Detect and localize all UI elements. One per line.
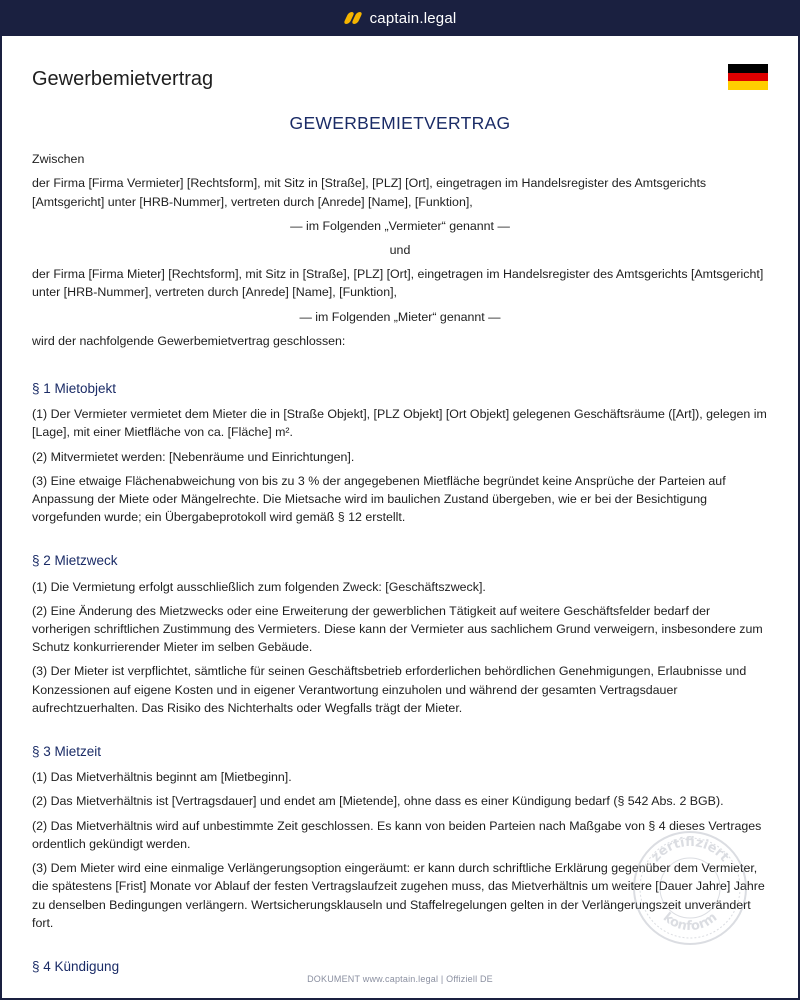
germany-flag-icon: [728, 64, 768, 90]
section-paragraph: (1) Die Vermietung erfolgt ausschließlich zum folgenden Zweck: [Geschäftszweck].: [32, 579, 486, 594]
section-paragraph: (2) Mitvermietet werden: [Nebenräume und Einrichtungen].: [32, 449, 355, 464]
intro-und: und: [389, 243, 411, 258]
intro-closing: wird der nachfolgende Gewerbemietvertrag geschlossen:: [32, 333, 346, 348]
section-paragraph: (1) Das Mietverhältnis beginnt am [Mietbeginn].: [32, 770, 292, 785]
section-paragraph: (2) Eine Änderung des Mietzwecks oder eine Erweiterung der gewerblichen Tätigkeit auf weitere Geschäftsfelder bedarf der vorherigen schriftlichen Zustimmung des Vermieters. Diese kann der Vermieter aus sachlichem Grund verweigern, insbesondere zum Schutz konkurrierender Mieter im selben Gebäude.: [32, 603, 763, 655]
svg-text:zertifiziert: zertifiziert: [648, 835, 732, 865]
section-heading: § 2 Mietzweck: [32, 553, 118, 569]
main-title: GEWERBEMIETVERTRAG: [289, 113, 511, 133]
captain-legal-logo-icon: [344, 12, 362, 24]
intro-zwischen: Zwischen: [32, 152, 85, 167]
section-paragraph: (1) Der Vermieter vermietet dem Mieter die in [Straße Objekt], [PLZ Objekt] [Ort Objekt] gelegenen Geschäftsräume ([Art]), gelegen im [Lage], mit einer Mietfläche von ca. [Fläche] m².: [32, 407, 767, 440]
footer: DOKUMENT www.captain.legal | Offiziell DE: [307, 974, 493, 984]
intro-role-mieter: — im Folgenden „Mieter“ genannt —: [299, 309, 501, 324]
section-heading: § 3 Mietzeit: [32, 744, 102, 760]
section-paragraph: (2) Das Mietverhältnis wird auf unbestimmte Zeit geschlossen. Es kann von beiden Parteien nach Maßgabe von § 4 dieses Vertrages ordentlich gekündigt werden.: [32, 818, 762, 851]
section-paragraph: (3) Der Mieter ist verpflichtet, sämtliche für seinen Geschäftsbetrieb erforderlichen behördlichen Genehmigungen, Erlaubnisse und Konzessionen auf eigene Kosten und in eigener Verantwortung einzuholen und während der gesamten Vertragsdauer aufrechtzuerhalten. Das Risiko des Nichterhalts oder Wegfalls trägt der Mieter.: [32, 664, 747, 715]
section-heading: § 4 Kündigung: [32, 958, 120, 974]
top-bar: [0, 0, 800, 36]
document-page: [2, 36, 798, 998]
document-header: [32, 64, 768, 96]
section-paragraph: (3) Eine etwaige Flächenabweichung von bis zu 3 % der angegebenen Mietfläche begründet keine Ansprüche der Parteien auf Anpassung der Miete oder Mängelrechte. Die Mietsache wird im baulichen Zustand übergeben, wie er bei der Besichtigung vorgefunden wurde; ein Übergabeprotokoll wird gemäß § 12 erstellt.: [32, 473, 726, 525]
intro-role-vermieter: — im Folgenden „Vermieter“ genannt —: [290, 218, 510, 233]
section-heading: § 1 Mietobjekt: [32, 381, 117, 397]
document-title: Gewerbemietvertrag: [32, 68, 214, 90]
section-paragraph: (3) Dem Mieter wird eine einmalige Verlängerungsoption eingeräumt: er kann durch schriftliche Erklärung gegenüber dem Vermieter, die spätestens [Frist] Monate vor Ablauf der festen Vertragslaufzeit zugehen muss, das Mietverhältnis um weitere [Dauer Jahre] Jahre zu denselben Bedingungen verlängern. Wertsicherungsklauseln und Staffelregelungen gelten in der Verlängerungszeit unverändert fort.: [32, 861, 765, 930]
section-paragraph: (2) Das Mietverhältnis ist [Vertragsdauer] und endet am [Mietende], ohne dass es einer Kündigung bedarf (§ 542 Abs. 2 BGB).: [32, 794, 724, 809]
intro-party-mieter: der Firma [Firma Mieter] [Rechtsform], mit Sitz in [Straße], [PLZ] [Ort], eingetragen im Handelsregister des Amtsgerichts [Amtsgericht] unter [HRB-Nummer], vertreten durch [Anrede] [Name], [Funktion],: [32, 267, 764, 300]
certified-seal-icon: [630, 828, 750, 948]
brand-name: captain.legal: [369, 9, 457, 27]
intro-party-vermieter: der Firma [Firma Vermieter] [Rechtsform], mit Sitz in [Straße], [PLZ] [Ort], eingetragen im Handelsregister des Amtsgerichts [Amtsgericht] unter [HRB-Nummer], vertreten durch [Anrede] [Name], [Funktion],: [32, 176, 707, 209]
svg-text:konform: konform: [659, 909, 721, 935]
